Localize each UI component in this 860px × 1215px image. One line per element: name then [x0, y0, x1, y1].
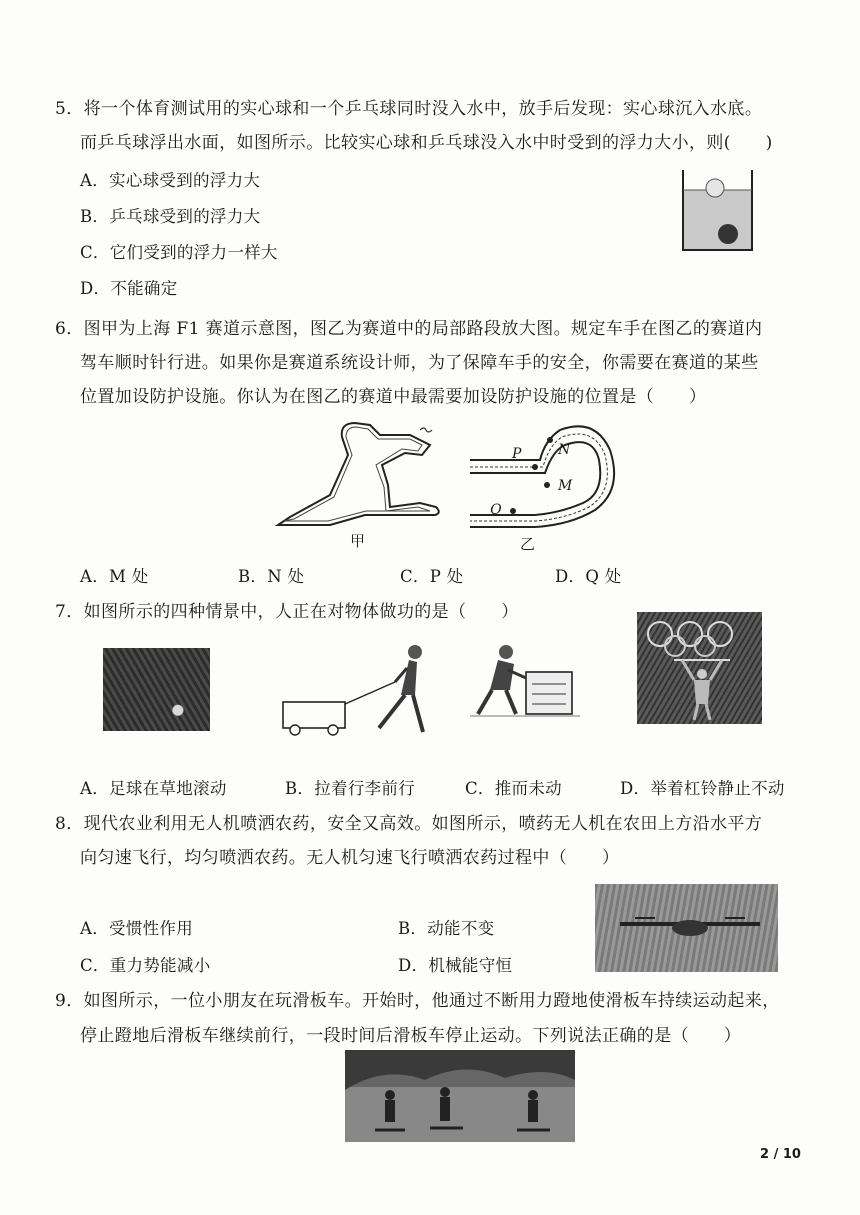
q6-stem-line-1: 6．图甲为上海 F1 赛道示意图，图乙为赛道中的局部路段放大图。规定车手在图乙的赛道内: [55, 319, 763, 339]
q6-stem-line-2: 驾车顺时针行进。如果你是赛道系统设计师，为了保障车手的安全，你需要在赛道的某些: [80, 353, 759, 373]
q8-image-drone: [595, 884, 778, 972]
q6-stem-line-3: 位置加设防护设施。你认为在图乙的赛道中最需要加设防护设施的位置是（ ）: [80, 387, 707, 407]
q6-option-c: C．P 处: [400, 567, 464, 586]
q8-stem-line-2: 向匀速飞行，均匀喷洒农药。无人机匀速飞行喷洒农药过程中（ ）: [80, 848, 620, 868]
q7-image-weightlifter: [637, 612, 762, 724]
q9-image-scooter: [345, 1050, 575, 1142]
q7-option-c: C．推而未动: [465, 779, 562, 798]
drone-icon: [615, 906, 765, 946]
q6-label-q: Q: [490, 502, 502, 518]
q6-option-a: A．M 处: [80, 567, 149, 586]
q6-figure-jia-track: [270, 415, 445, 530]
q5-beaker-figure: [680, 168, 755, 253]
q6-label-m: M: [558, 478, 573, 494]
q5-option-b: B．乒乓球受到的浮力大: [80, 207, 261, 226]
q7-image-pushing-box: [468, 640, 583, 720]
q8-option-b: B．动能不变: [398, 919, 495, 938]
q9-stem-line-2: 停止蹬地后滑板车继续前行，一段时间后滑板车停止运动。下列说法正确的是（ ）: [80, 1026, 742, 1046]
q8-option-a: A．受惯性作用: [80, 919, 194, 938]
q6-label-n: N: [558, 442, 571, 458]
scooter-children-figures: [345, 1050, 575, 1142]
q8-option-c: C．重力势能减小: [80, 956, 211, 975]
q6-option-d: D．Q 处: [555, 567, 622, 586]
q6-caption-jia: 甲: [350, 532, 366, 550]
q7-option-d: D．举着杠铃静止不动: [620, 779, 785, 798]
q7-image-pulling-luggage: [275, 640, 435, 740]
q6-caption-yi: 乙: [520, 535, 536, 553]
q6-label-p: P: [512, 446, 522, 462]
page-number: 2 / 10: [760, 1147, 801, 1162]
q5-option-d: D．不能确定: [80, 279, 178, 298]
weightlifter-figure: [672, 652, 732, 722]
q8-stem-line-1: 8．现代农业利用无人机喷洒农药，安全又高效。如图所示，喷药无人机在农田上方沿水平方: [55, 814, 763, 834]
q7-image-soccer: [103, 648, 210, 731]
q7-option-b: B．拉着行李前行: [285, 779, 416, 798]
q9-stem-line-1: 9．如图所示，一位小朋友在玩滑板车。开始时，他通过不断用力蹬地使滑板车持续运动起来，: [55, 991, 780, 1011]
q5-stem-line-2: 而乒乓球浮出水面，如图所示。比较实心球和乒乓球没入水中时受到的浮力大小，则( ): [80, 133, 773, 153]
q7-option-a: A．足球在草地滚动: [80, 779, 227, 798]
q5-option-c: C．它们受到的浮力一样大: [80, 243, 278, 262]
q6-option-b: B．N 处: [238, 567, 305, 586]
q8-option-d: D．机械能守恒: [398, 956, 513, 975]
q5-option-a: A．实心球受到的浮力大: [80, 171, 261, 190]
q5-stem-line-1: 5．将一个体育测试用的实心球和一个乒乓球同时没入水中，放手后发现：实心球沉入水底。: [55, 99, 763, 119]
q7-stem-line-1: 7．如图所示的四种情景中，人正在对物体做功的是（ ）: [55, 602, 519, 622]
